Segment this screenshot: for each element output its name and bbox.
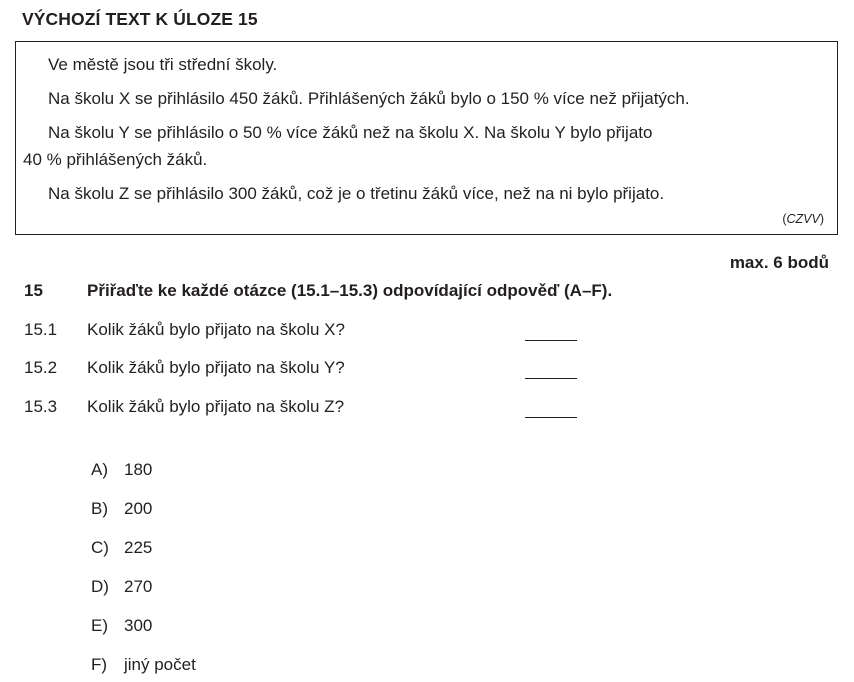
source-text-line: Na školu Y se přihlásilo o 50 % více žáků než na školu X. Na školu Y bylo přijato: [48, 123, 653, 142]
option-row: [0, 460, 854, 482]
option-row: [0, 499, 854, 521]
option-value: 270: [124, 577, 153, 596]
question-text: Kolik žáků bylo přijato na školu Z?: [87, 397, 345, 416]
source-attribution: [782, 212, 824, 226]
answer-blank[interactable]: [525, 397, 577, 418]
question-number: 15.2: [24, 358, 58, 377]
question-row: [0, 320, 854, 342]
source-open: (: [782, 212, 787, 226]
answer-blank[interactable]: [525, 358, 577, 379]
source-name: CZVV: [786, 212, 820, 226]
question-row: [0, 397, 854, 419]
task-instruction: Přiřaďte ke každé otázce (15.1–15.3) odpovídající odpověď (A–F).: [87, 281, 613, 300]
question-number: 15.3: [24, 397, 58, 416]
option-value: 225: [124, 538, 153, 557]
source-text-line: 40 % přihlášených žáků.: [23, 150, 208, 169]
question-text: Kolik žáků bylo přijato na školu Y?: [87, 358, 345, 377]
option-value: 300: [124, 616, 153, 635]
option-letter: A): [91, 460, 108, 479]
question-row: [0, 358, 854, 380]
question-number: 15.1: [24, 320, 58, 339]
option-letter: C): [91, 538, 109, 557]
source-text-line: Na školu Z se přihlásilo 300 žáků, což je o třetinu žáků více, než na ni bylo přijato.: [48, 184, 665, 203]
option-letter: F): [91, 655, 108, 674]
max-points: max. 6 bodů: [729, 253, 829, 272]
section-heading: VÝCHOZÍ TEXT K ÚLOZE 15: [22, 9, 258, 29]
option-value: 200: [124, 499, 153, 518]
source-text-box: [15, 41, 838, 235]
answer-blank[interactable]: [525, 320, 577, 341]
option-letter: B): [91, 499, 108, 518]
option-value: jiný počet: [124, 655, 196, 674]
task-number: 15: [24, 281, 43, 300]
option-row: [0, 538, 854, 560]
option-row: [0, 655, 854, 677]
option-value: 180: [124, 460, 153, 479]
source-text-line: Ve městě jsou tři střední školy.: [48, 55, 278, 74]
source-close: ): [819, 212, 824, 226]
option-letter: E): [91, 616, 108, 635]
option-row: [0, 577, 854, 599]
source-text-line: Na školu X se přihlásilo 450 žáků. Přihlášených žáků bylo o 150 % více než přijatých.: [48, 89, 690, 108]
option-row: [0, 616, 854, 638]
option-letter: D): [91, 577, 109, 596]
question-text: Kolik žáků bylo přijato na školu X?: [87, 320, 345, 339]
